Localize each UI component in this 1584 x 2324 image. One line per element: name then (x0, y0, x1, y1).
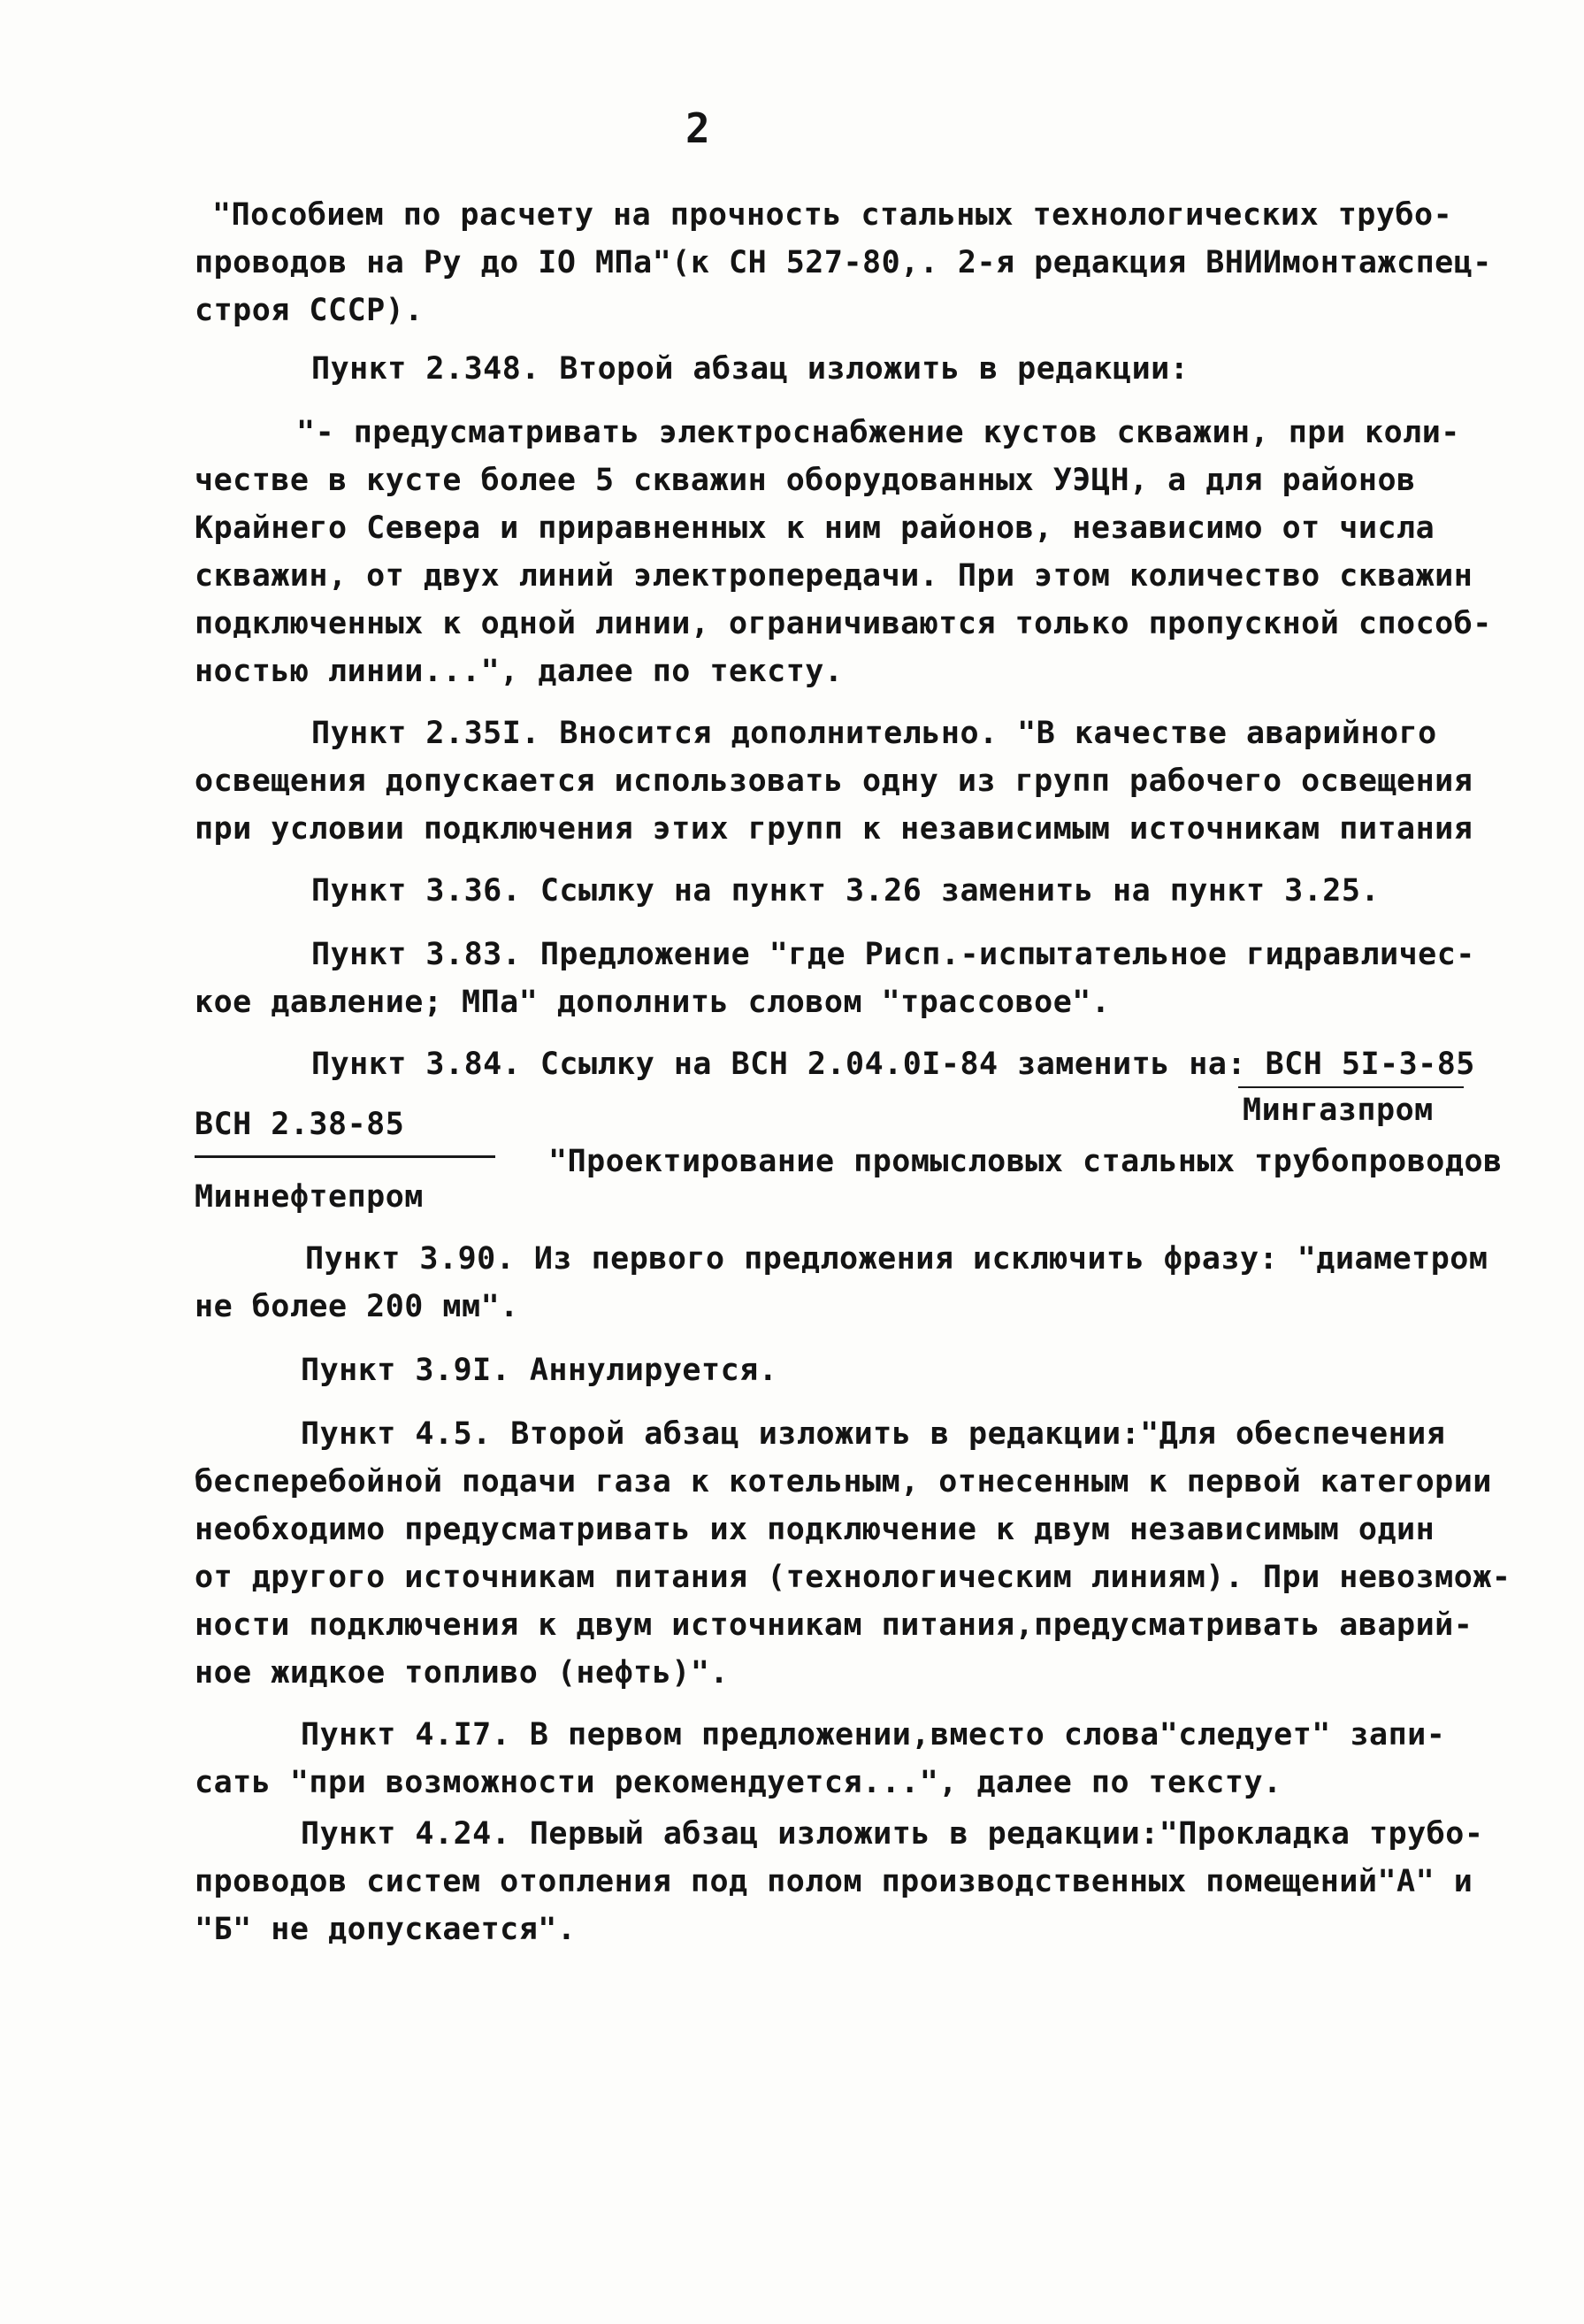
text-line: сать "при возможности рекомендуется...", далее по тексту. (195, 1765, 1282, 1800)
text-line: Пункт 3.36. Ссылку на пункт 3.26 заменить на пункт 3.25. (311, 873, 1381, 909)
text-line: Пункт 3.90. Из первого предложения исключить фразу: "диаметром (305, 1241, 1488, 1277)
text-line: Пункт 4.5. Второй абзац изложить в редакции:"Для обеспечения (301, 1416, 1446, 1452)
text-line: Пункт 4.24. Первый абзац изложить в редакции:"Прокладка трубо- (301, 1816, 1484, 1852)
text-line: ное жидкое топливо (нефть)". (195, 1655, 730, 1691)
text-line: Пункт 3.83. Предложение "где Рисп.-испытательное гидравличес- (311, 937, 1475, 972)
text-line: Пункт 3.9I. Аннулируется. (301, 1353, 778, 1388)
text-line: освещения допускается использовать одну из групп рабочего освещения (195, 763, 1473, 799)
text-line: проводов на Ру до IO МПа"(к СН 527-80,. 2-я редакция ВНИИмонтажспец- (195, 245, 1492, 280)
text-line: проводов систем отопления под полом производственных помещений"А" и (195, 1864, 1473, 1899)
text-line: ВСН 2.38-85 (195, 1107, 405, 1142)
text-line: кое давление; МПа" дополнить словом "трассовое". (195, 985, 1111, 1020)
text-line: "Проектирование промысловых стальных трубопроводов (548, 1144, 1503, 1179)
text-line: строя СССР). (195, 293, 424, 328)
text-line: честве в кусте более 5 скважин оборудованных УЭЦН, а для районов (195, 463, 1416, 498)
text-line: ностью линии...", далее по тексту. (195, 654, 844, 689)
text-line: Пункт 2.35I. Вносится дополнительно. "В качестве аварийного (311, 716, 1437, 751)
text-line: Миннефтепром (195, 1179, 424, 1215)
text-line: подключенных к одной линии, ограничиваются только пропускной способ- (195, 606, 1492, 641)
text-line: не более 200 мм". (195, 1289, 519, 1324)
text-line: бесперебойной подачи газа к котельным, отнесенным к первой категории (195, 1464, 1492, 1499)
text-line: "Б" не допускается". (195, 1912, 577, 1947)
divider-rule (195, 1155, 495, 1158)
underline-rule (1238, 1086, 1464, 1088)
text-line: ности подключения к двум источникам питания,предусматривать аварий- (195, 1607, 1473, 1643)
text-line: необходимо предусматривать их подключение к двум независимым один (195, 1512, 1435, 1547)
text-line: Мингазпром (1243, 1093, 1434, 1128)
page-number: 2 (685, 104, 711, 152)
text-line: Пункт 2.348. Второй абзац изложить в редакции: (311, 351, 1190, 387)
text-line: "Пособием по расчету на прочность стальных технологических трубо- (212, 197, 1453, 233)
text-line: "- предусматривать электроснабжение кустов скважин, при коли- (296, 415, 1460, 450)
text-line: скважин, от двух линий электропередачи. При этом количество скважин (195, 558, 1473, 594)
text-line: при условии подключения этих групп к независимым источникам питания (195, 811, 1473, 847)
text-line: от другого источникам питания (технологическим линиям). При невозмож- (195, 1560, 1511, 1595)
text-line: Пункт 4.I7. В первом предложении,вместо слова"следует" запи- (301, 1717, 1446, 1753)
text-line: Крайнего Севера и приравненных к ним районов, независимо от числа (195, 510, 1435, 546)
text-line: Пункт 3.84. Ссылку на ВСН 2.04.0I-84 заменить на: ВСН 5I-3-85 (311, 1047, 1475, 1082)
